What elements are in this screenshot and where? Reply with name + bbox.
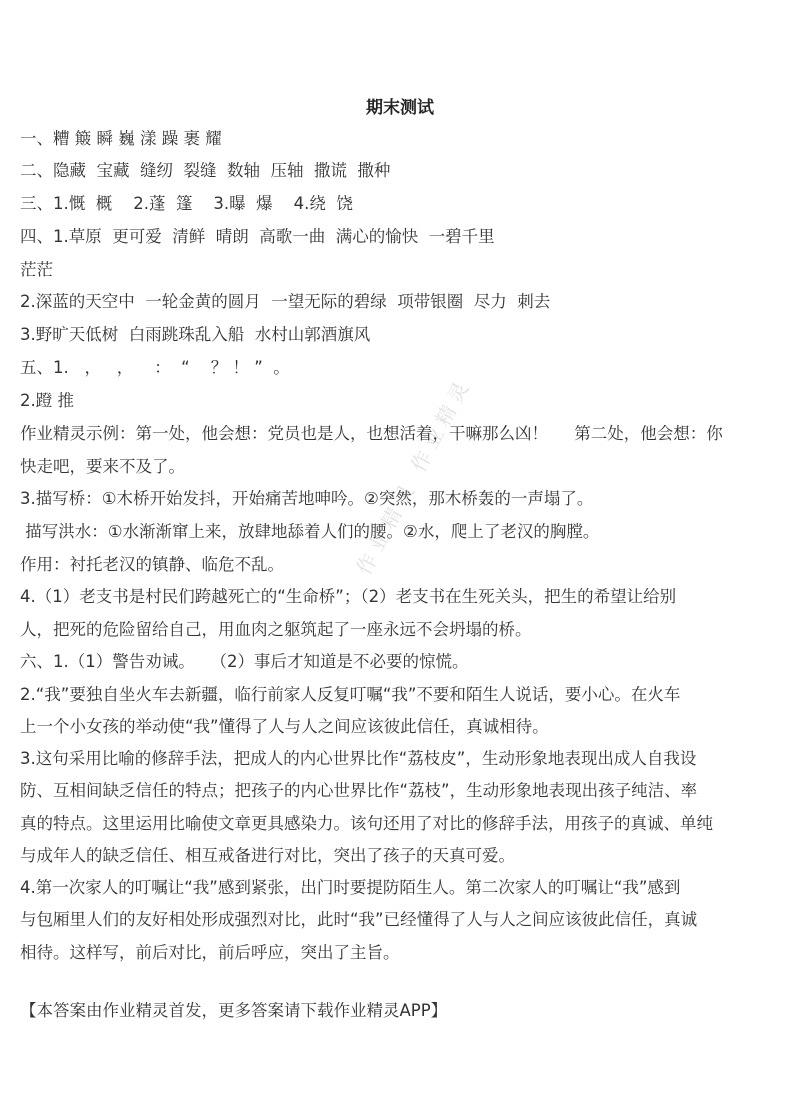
text-line: 真的特点。这里运用比喻使文章更具感染力。该句还用了对比的修辞手法，用孩子的真诚、单纯	[20, 814, 713, 833]
text-line: 三、1.慨 概 2.蓬 篷 3.曝 爆 4.绕 饶	[20, 194, 353, 213]
text-line: 相待。这样写，前后对比，前后呼应，突出了主旨。	[20, 943, 400, 962]
text-line: 3.这句采用比喻的修辞手法，把成人的内心世界比作“荔枝皮”，生动形象地表现出成人自我设	[20, 749, 697, 768]
text-line: 描写洪水：①水渐渐窜上来，放肆地舔着人们的腰。②水，爬上了老汉的胸膛。	[20, 522, 600, 541]
text-line: 4.第一次家人的叮嘱让“我”感到紧张，出门时要提防陌生人。第二次家人的叮嘱让“我”感到	[20, 878, 681, 897]
text-line: 4.（1）老支书是村民们跨越死亡的“生命桥”；（2）老支书在生死关头，把生的希望让给别	[20, 587, 677, 606]
text-line: 茫茫	[20, 260, 53, 279]
text-line: 3.描写桥：①木桥开始发抖，开始痛苦地呻吟。②突然，那木桥轰的一声塌了。	[20, 489, 594, 508]
page-title: 期末测试	[366, 98, 434, 118]
text-line: 防、互相间缺乏信任的特点；把孩子的内心世界比作“荔枝”，生动形象地表现出孩子纯洁、率	[20, 781, 698, 800]
text-line: 2.深蓝的天空中 一轮金黄的圆月 一望无际的碧绿 项带银圈 尽力 刺去	[20, 292, 551, 311]
text-line: 二、隐藏 宝藏 缝纫 裂缝 数轴 压轴 撒谎 撒种	[20, 161, 391, 180]
text-line: 2.蹬 推	[20, 391, 74, 410]
text-line: 与包厢里人们的友好相处形成强烈对比，此时“我”已经懂得了人与人之间应该彼此信任，真诚	[20, 910, 698, 929]
text-line: 一、糟 簸 瞬 巍 漾 躁 裹 耀	[20, 129, 222, 148]
text-line: 作用：衬托老汉的镇静、临危不乱。	[20, 555, 284, 574]
watermark: 作业精灵 作业精灵	[351, 372, 477, 579]
text-line: 3.野旷天低树 白雨跳珠乱入船 水村山郭酒旗风	[20, 325, 371, 344]
text-line: 上一个小女孩的举动使“我”懂得了人与人之间应该彼此信任，真诚相待。	[20, 717, 549, 736]
text-line: 四、1.草原 更可爱 清鲜 晴朗 高歌一曲 满心的愉快 一碧千里	[20, 227, 495, 246]
text-line: 作业精灵示例：第一处，他会想：党员也是人，也想活着，干嘛那么凶！ 第二处，他会想：你	[20, 424, 723, 443]
text-line: 五、1. ， ， ： “ ？ ！ ” 。	[20, 358, 290, 377]
text-line: 六、1.（1）警告劝诫。 （2）事后才知道是不必要的惊慌。	[20, 652, 469, 671]
text-line: 人，把死的危险留给自己，用血肉之躯筑起了一座永远不会坍塌的桥。	[20, 620, 532, 639]
text-line: 快走吧，要来不及了。	[20, 457, 185, 476]
text-line: 2.“我”要独自坐火车去新疆，临行前家人反复叮嘱“我”不要和陌生人说话，要小心。在火车	[20, 685, 681, 704]
footer-note: 【本答案由作业精灵首发，更多答案请下载作业精灵APP】	[20, 1001, 448, 1020]
text-line: 与成年人的缺乏信任、相互戒备进行对比，突出了孩子的天真可爱。	[20, 846, 515, 865]
